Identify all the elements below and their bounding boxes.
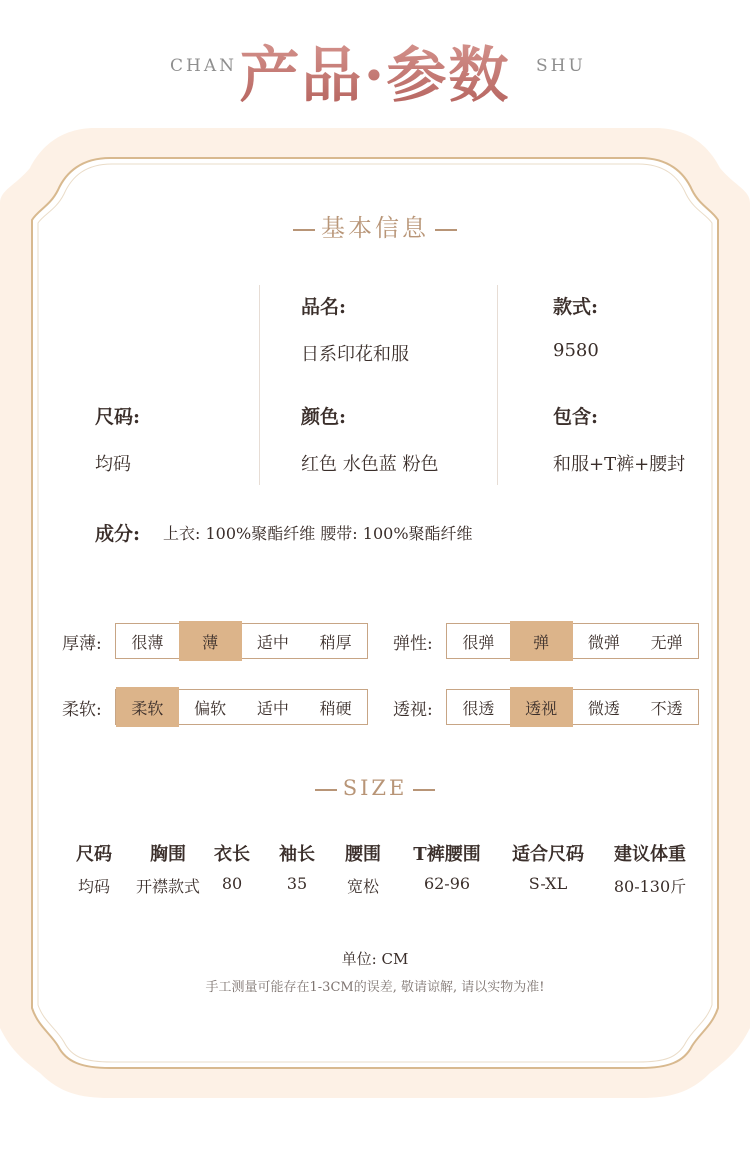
size-cell: 80-130斤: [613, 877, 687, 896]
header-right-text: SHU: [536, 56, 586, 76]
size-cell: 62-96: [423, 874, 471, 893]
scale-option: 适中: [256, 698, 289, 718]
scale-option: 无弹: [650, 632, 683, 652]
scale-option: 很透: [462, 698, 495, 718]
divider-2: [497, 285, 498, 485]
color-label: 颜色:: [301, 406, 347, 428]
composition-value: 上衣: 100%聚酯纤维 腰带: 100%聚酯纤维: [163, 524, 473, 543]
size-header: 尺码: [76, 844, 112, 865]
size-cell: 80: [221, 874, 243, 893]
includes-value: 和服+T裤+腰封: [553, 454, 686, 475]
divider-1: [259, 285, 260, 485]
elasticity-label: 弹性:: [393, 634, 433, 654]
size-cell: 宽松: [346, 877, 379, 896]
size-header: 袖长: [279, 844, 315, 865]
basic-info-title: 基本信息: [0, 208, 750, 243]
size-header: 腰围: [345, 844, 381, 865]
size-header: T裤腰围: [413, 844, 481, 865]
size-cell: S-XL: [528, 874, 568, 893]
style-value: 9580: [553, 340, 599, 361]
composition-label: 成分:: [95, 523, 141, 545]
scale-option-selected: 弹: [510, 621, 573, 661]
scale-option: 微透: [587, 698, 620, 718]
scale-option: 微弹: [587, 632, 620, 652]
name-value: 日系印花和服: [301, 344, 409, 365]
size-section-title: SIZE: [0, 776, 750, 800]
scale-option: 不透: [650, 698, 683, 718]
scale-option: 稍硬: [319, 698, 352, 718]
size-header: 建议体重: [614, 844, 686, 865]
scale-option: 很弹: [462, 632, 495, 652]
name-label: 品名:: [301, 296, 347, 318]
style-label: 款式:: [553, 296, 599, 318]
size-header: 适合尺码: [512, 844, 584, 865]
color-value: 红色 水色蓝 粉色: [301, 454, 439, 475]
thickness-label: 厚薄:: [62, 634, 102, 654]
unit-text: 单位: CM: [341, 950, 409, 968]
includes-label: 包含:: [553, 406, 599, 428]
transparency-scale: [446, 689, 699, 725]
scale-option: 偏软: [194, 698, 227, 718]
size-header: 衣长: [214, 844, 250, 865]
scale-option-selected: 柔软: [116, 687, 179, 727]
size-cell: 均码: [77, 877, 110, 896]
elasticity-scale: [446, 623, 699, 659]
size-cell: 35: [286, 874, 308, 893]
scale-option: 适中: [256, 632, 289, 652]
size-header: 胸围: [150, 844, 186, 865]
softness-scale: [115, 689, 368, 725]
thickness-scale: [115, 623, 368, 659]
scale-option-selected: 透视: [510, 687, 573, 727]
size-label: 尺码:: [95, 406, 141, 428]
softness-label: 柔软:: [62, 700, 102, 720]
size-value: 均码: [95, 454, 131, 475]
transparency-label: 透视:: [393, 700, 433, 720]
size-cell: 开襟款式: [135, 877, 200, 896]
page-title: 产品·参数: [0, 28, 750, 114]
scale-option: 很薄: [131, 632, 164, 652]
measurement-note: 手工测量可能存在1-3CM的误差, 敬请谅解, 请以实物为准!: [205, 980, 545, 995]
scale-option-selected: 薄: [179, 621, 242, 661]
scale-option: 稍厚: [319, 632, 352, 652]
